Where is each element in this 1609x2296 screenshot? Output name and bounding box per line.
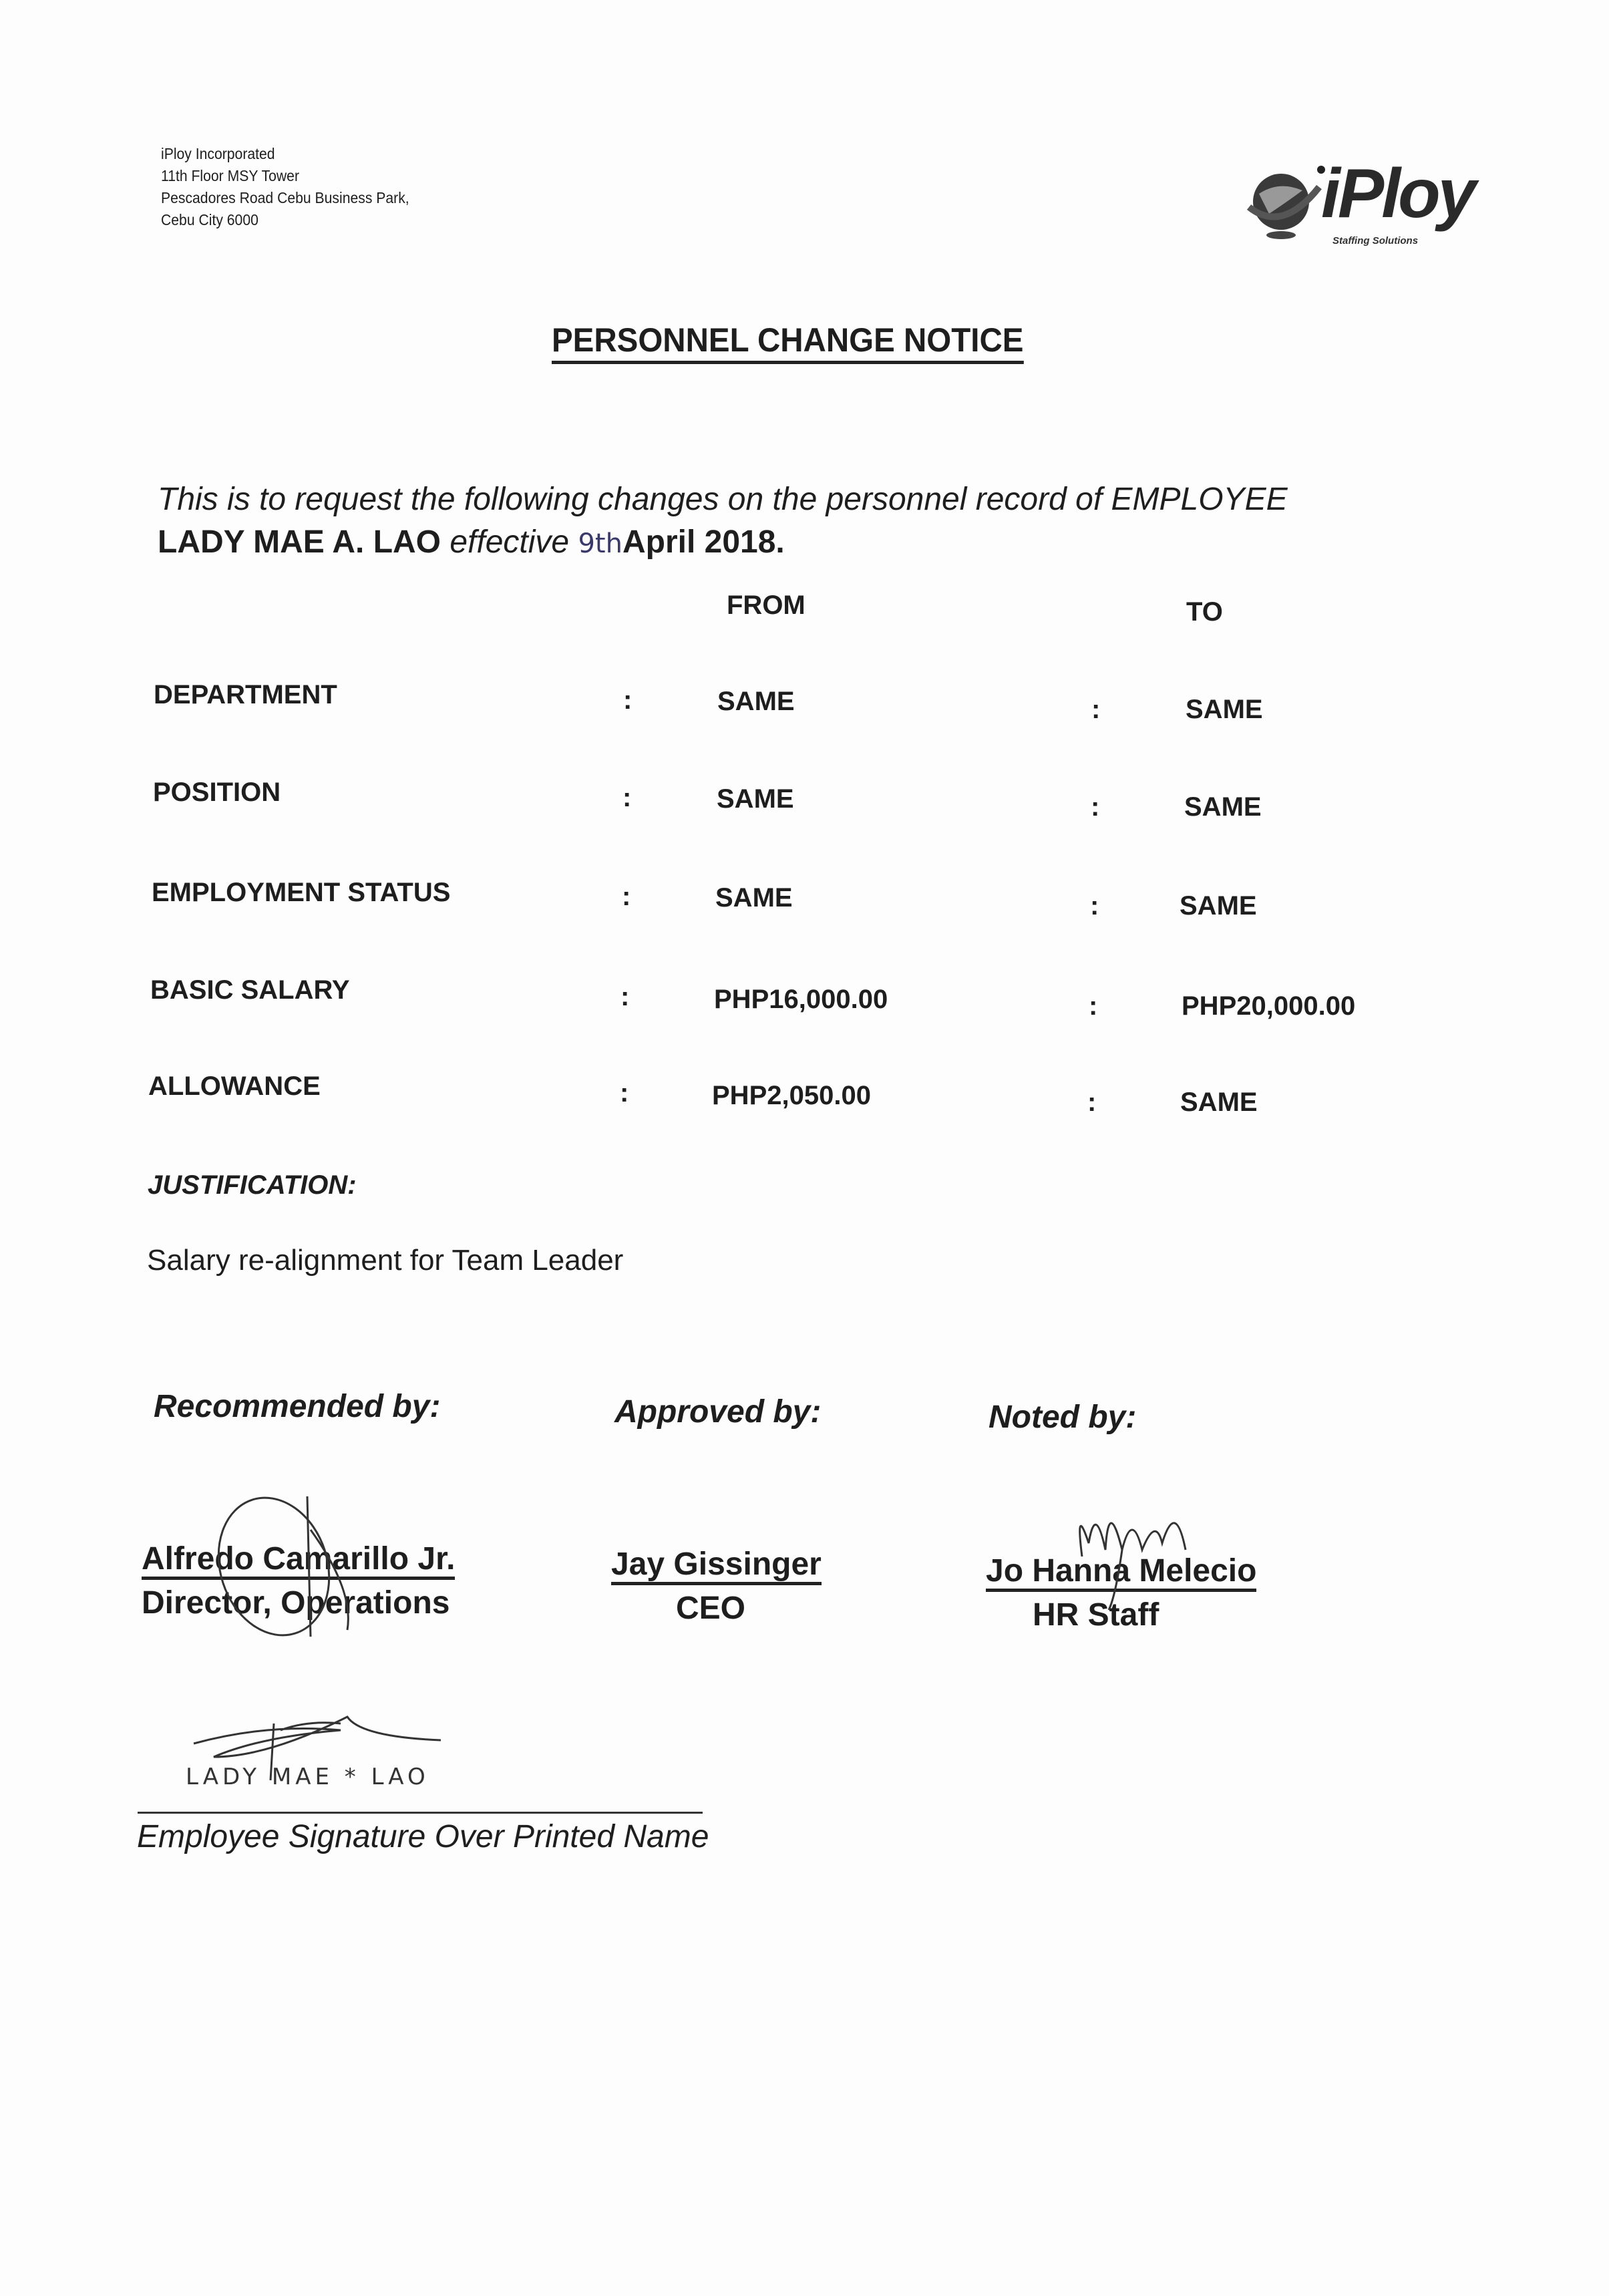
signatory-role: Director, Operations xyxy=(142,1585,450,1621)
row-label: POSITION xyxy=(153,778,281,807)
colon: : xyxy=(622,882,631,911)
employee-signature-label: Employee Signature Over Printed Name xyxy=(137,1819,709,1854)
row-label: DEPARTMENT xyxy=(154,680,337,709)
colon: : xyxy=(1091,792,1100,822)
signature-jo-hanna xyxy=(1069,1503,1216,1617)
colon: : xyxy=(620,1078,629,1108)
address-line: 11th Floor MSY Tower xyxy=(161,167,299,184)
signatory-name: Jay Gissinger xyxy=(611,1547,822,1585)
signature-line xyxy=(138,1812,703,1814)
intro-line-2 xyxy=(158,524,785,562)
colon: : xyxy=(620,982,630,1011)
address-line: iPloy Incorporated xyxy=(161,145,275,162)
colon: : xyxy=(1089,991,1098,1021)
employee-name: LADY MAE A. LAO xyxy=(158,524,441,560)
colon: : xyxy=(622,783,632,812)
intro-line-1: This is to request the following changes on the personnel record of EMPLOYEE xyxy=(158,482,1288,517)
justification-label: JUSTIFICATION: xyxy=(148,1170,357,1200)
page-title: PERSONNEL CHANGE NOTICE xyxy=(552,321,1023,364)
justification-text: Salary re-alignment for Team Leader xyxy=(147,1244,624,1277)
signatory-role: HR Staff xyxy=(1033,1597,1159,1633)
signature-alfredo xyxy=(200,1490,401,1643)
address-line: Pescadores Road Cebu Business Park, xyxy=(161,189,409,206)
approved-by-heading: Approved by: xyxy=(614,1394,822,1430)
column-header-to: TO xyxy=(1186,597,1223,627)
to-value: PHP20,000.00 xyxy=(1182,991,1356,1021)
to-value: SAME xyxy=(1184,792,1262,822)
logo-tagline: Staffing Solutions xyxy=(1332,235,1419,247)
column-header-from: FROM xyxy=(727,591,806,620)
logo-text: iPloy xyxy=(1321,155,1474,232)
signatory-role: CEO xyxy=(676,1591,746,1626)
to-value: SAME xyxy=(1180,891,1257,921)
row-label: EMPLOYMENT STATUS xyxy=(152,878,451,907)
to-value: SAME xyxy=(1186,695,1263,724)
colon: : xyxy=(623,685,633,715)
effective-label: effective xyxy=(450,524,570,560)
signatory-name: Jo Hanna Melecio xyxy=(986,1554,1256,1592)
globe-icon xyxy=(1242,160,1329,247)
signatory-name: Alfredo Camarillo Jr. xyxy=(142,1542,455,1580)
row-label: BASIC SALARY xyxy=(150,975,350,1005)
noted-by-heading: Noted by: xyxy=(989,1400,1137,1435)
from-value: SAME xyxy=(715,883,793,913)
colon: : xyxy=(1091,695,1101,724)
from-value: SAME xyxy=(717,687,795,716)
colon: : xyxy=(1087,1088,1097,1117)
to-value: SAME xyxy=(1180,1088,1258,1117)
company-logo xyxy=(1242,155,1489,254)
company-address xyxy=(161,143,409,231)
effective-date: April 2018. xyxy=(622,524,785,560)
recommended-by-heading: Recommended by: xyxy=(154,1389,441,1424)
handwritten-day: 9th xyxy=(578,528,622,559)
from-value: PHP16,000.00 xyxy=(714,985,888,1014)
colon: : xyxy=(1090,891,1099,921)
row-label: ALLOWANCE xyxy=(148,1072,321,1101)
from-value: SAME xyxy=(717,784,794,814)
employee-handwritten-name: LADY MAE * LAO xyxy=(186,1764,429,1790)
from-value: PHP2,050.00 xyxy=(712,1081,871,1110)
address-line: Cebu City 6000 xyxy=(161,211,258,228)
